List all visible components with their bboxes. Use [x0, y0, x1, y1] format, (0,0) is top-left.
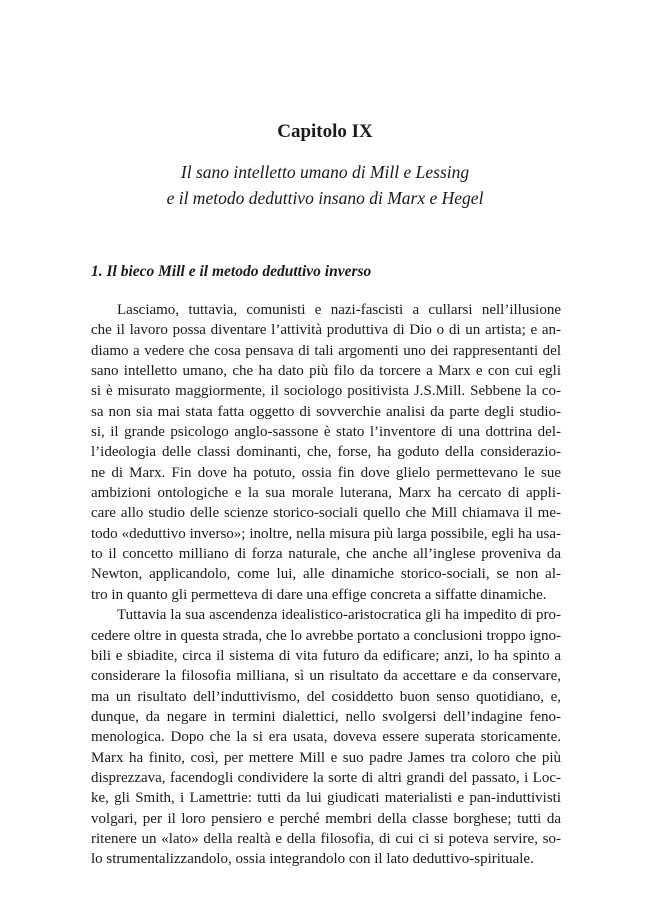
text-line: ambizioni ontologiche e la sua morale luterana, Marx ha cercato di appli- — [91, 485, 561, 502]
text-line: to il concetto milliano di forza naturale, che anche all’inglese proveniva da — [91, 546, 561, 563]
text-line: Tuttavia la sua ascendenza idealistico-aristocratica gli ha impedito di pro- — [117, 607, 561, 624]
text-line: diamo a vedere che cosa pensava di tali argomenti uno dei rappresentanti del — [91, 342, 561, 359]
body-text — [91, 300, 561, 870]
chapter-title-line-2: e il metodo deduttivo insano di Marx e Hegel — [166, 188, 484, 208]
text-line: considerare la filosofia milliana, sì un risultato da accettare e da conservare, — [91, 668, 561, 685]
text-line: sa non sia mai stata fatta oggetto di sovverchie analisi da parte degli studio- — [91, 403, 561, 420]
text-line: ritenere un «lato» della realtà e della filosofia, di cui ci si poteva servire, so- — [91, 830, 561, 847]
text-line: disprezzava, facendogli condividere la sorte di altri grandi del passato, i Loc- — [91, 769, 561, 786]
text-line: cedere oltre in questa strada, che lo avrebbe portato a conclusioni troppo igno- — [91, 627, 561, 644]
chapter-label: Capitolo IX — [277, 121, 373, 142]
section-heading: 1. Il bieco Mill e il metodo deduttivo inverso — [91, 263, 372, 280]
text-line: Lasciamo, tuttavia, comunisti e nazi-fascisti a cullarsi nell’illusione — [117, 302, 561, 318]
text-line: care allo studio delle scienze storico-sociali quello che Mill chiamava il me- — [91, 505, 561, 522]
text-line: Marx ha finito, così, per mettere Mill e suo padre James tra coloro che più — [91, 749, 561, 766]
chapter-title-line-1: Il sano intelletto umano di Mill e Lessing — [180, 162, 470, 182]
text-line: sano intelletto umano, che ha dato più filo da torcere a Marx e con cui egli — [91, 363, 561, 380]
text-line: si è misurato maggiormente, il sociologo positivista J.S.Mill. Sebbene la co- — [91, 383, 561, 400]
text-line: si, il grande psicologo anglo-sassone è stato l’inventore di una dottrina del- — [91, 424, 561, 441]
text-line: dunque, da negare in termini dialettici, nello svolgersi dell’indagine feno- — [91, 708, 561, 725]
text-line: volgari, per il loro pensiero e perché membri della classe borghese; tutti da — [91, 810, 561, 827]
paragraph — [91, 605, 561, 869]
text-line: lo strumentalizzandolo, ossia integrandolo con il lato deduttivo-spirituale. — [91, 851, 534, 868]
text-line: ma un risultato dell’induttivismo, del cosiddetto buon senso quotidiano, e, — [91, 688, 561, 705]
text-line: menologica. Dopo che la si era usata, doveva essere superata storicamente. — [91, 729, 561, 746]
text-line: bili e sbiadite, circa il sistema di vita futuro da edificare; anzi, lo ha spinto a — [91, 647, 561, 664]
text-line: Newton, applicandolo, come lui, alle dinamiche storico-sociali, se non al- — [91, 566, 561, 583]
text-line: ke, gli Smith, i Lamettrie: tutti da lui giudicati materialisti e pan-induttivisti — [91, 790, 561, 807]
text-line: che il lavoro possa diventare l’attività produttiva di Dio o di un artista; e an- — [91, 322, 561, 339]
text-line: l’ideologia delle classi dominanti, che, forse, ha goduto della considerazio- — [91, 444, 561, 461]
text-line: tro in quanto gli permetteva di dare una effige concreta a siffatte dinamiche. — [91, 586, 547, 603]
paragraph — [91, 300, 561, 605]
text-line: ne di Marx. Fin dove ha potuto, ossia fin dove glielo permettevano le sue — [91, 464, 561, 481]
chapter-title — [0, 159, 650, 211]
text-line: todo «deduttivo inverso»; inoltre, nella misura più larga possibile, egli ha usa- — [91, 525, 561, 542]
